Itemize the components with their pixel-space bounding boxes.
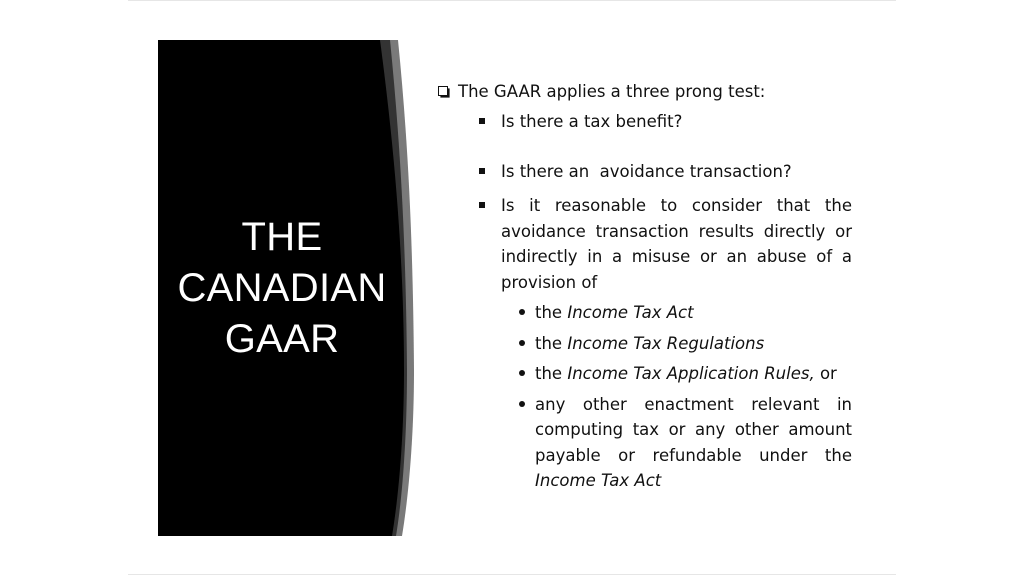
question-item-1	[438, 109, 852, 135]
question-text-1: Is there a tax benefit?	[501, 112, 683, 131]
round-bullet-icon	[519, 309, 525, 315]
square-bullet-icon	[479, 202, 485, 208]
checkbox-bullet-icon	[438, 86, 448, 96]
title-line-3: GAAR	[224, 316, 340, 361]
question-item-2	[438, 159, 852, 185]
provision-item-3: the Income Tax Application Rules, or	[438, 361, 852, 387]
question-text-3: Is it reasonable to consider that the avoidance transaction results directly or indirectly in a misuse or an abuse of a provision of	[501, 196, 852, 292]
provision-item-1: the Income Tax Act	[438, 300, 852, 326]
panel-body	[158, 40, 404, 536]
round-bullet-icon	[519, 340, 525, 346]
provision-item-4: any other enactment relevant in computing tax or any other amount payable or refundable under the Income Tax Act	[438, 392, 852, 494]
question-item-3	[438, 193, 852, 295]
heading-text: The GAAR applies a three prong test:	[458, 81, 766, 101]
bottom-rule	[128, 574, 896, 575]
title-line-2: CANADIAN	[177, 265, 387, 310]
heading-item	[438, 77, 852, 105]
title-panel	[158, 40, 414, 536]
slide	[128, 1, 896, 574]
question-text-2: Is there an avoidance transaction?	[501, 161, 792, 181]
square-bullet-icon	[479, 118, 485, 124]
square-bullet-icon	[479, 168, 485, 174]
round-bullet-icon	[519, 370, 525, 376]
slide-content	[438, 77, 852, 494]
round-bullet-icon	[519, 401, 525, 407]
title-line-1: THE	[241, 214, 323, 259]
provision-item-2: the Income Tax Regulations	[438, 331, 852, 357]
